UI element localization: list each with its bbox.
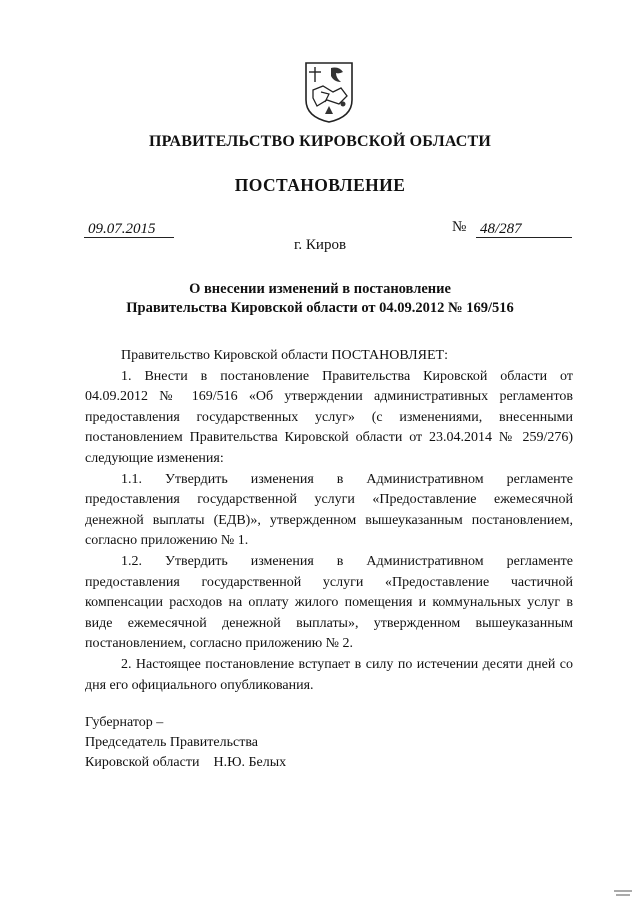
document-body — [85, 346, 573, 696]
body-item-1: 1. Внести в постановление Правительства Кировской области от 04.09.2012 № 169/516 «Об утверждении административных регламентов предоставления государственных услуг» (с изменениями, внесенными постановлением Правительства Кировской области от 23.04.2014 № 259/276) следующие изменения: — [85, 368, 573, 466]
subject-line-2: Правительства Кировской области от 04.09.2012 № 169/516 — [126, 300, 514, 316]
signature-line-3-row — [85, 753, 286, 773]
signature-line-1: Губернатор – — [85, 715, 164, 730]
signature-line-3: Кировской области — [85, 755, 200, 770]
document-subject — [60, 280, 580, 318]
kirov-coat-of-arms-icon — [303, 60, 355, 124]
city-label: г. Киров — [293, 237, 347, 253]
body-item-1-2: 1.2. Утвердить изменения в Административном регламенте предоставления государственной услуги «Предоставление частичной компенсации расходов на оплату жилого помещения и коммунальных услуг в виде ежемесячной денежной выплаты», утвержденном вышеуказанным постановлением, согласно приложению № 2. — [85, 553, 573, 652]
signatory-name: Н.Ю. Белых — [213, 755, 287, 770]
body-lead: Правительство Кировской области ПОСТАНОВЛЯЕТ: — [121, 348, 448, 363]
document-number: 48/287 — [476, 221, 572, 238]
document-type-title: ПОСТАНОВЛЕНИЕ — [234, 175, 406, 195]
signature-block — [85, 713, 286, 773]
subject-line-1: О внесении изменений в постановление — [189, 281, 451, 297]
organization-title: ПРАВИТЕЛЬСТВО КИРОВСКОЙ ОБЛАСТИ — [148, 133, 492, 150]
body-item-1-1: 1.1. Утвердить изменения в Административном регламенте предоставления государственной услуги «Предоставление ежемесячной денежной выплаты (ЕДВ)», утвержденном вышеуказанным постановлением, согласно приложению № 1. — [85, 471, 573, 549]
margin-mark — [612, 888, 634, 898]
number-label: № — [452, 219, 467, 235]
signature-line-2: Председатель Правительства — [85, 735, 258, 750]
body-item-2: 2. Настоящее постановление вступает в силу по истечении десяти дней со дня его официального опубликования. — [85, 656, 573, 693]
document-date: 09.07.2015 — [84, 221, 174, 238]
